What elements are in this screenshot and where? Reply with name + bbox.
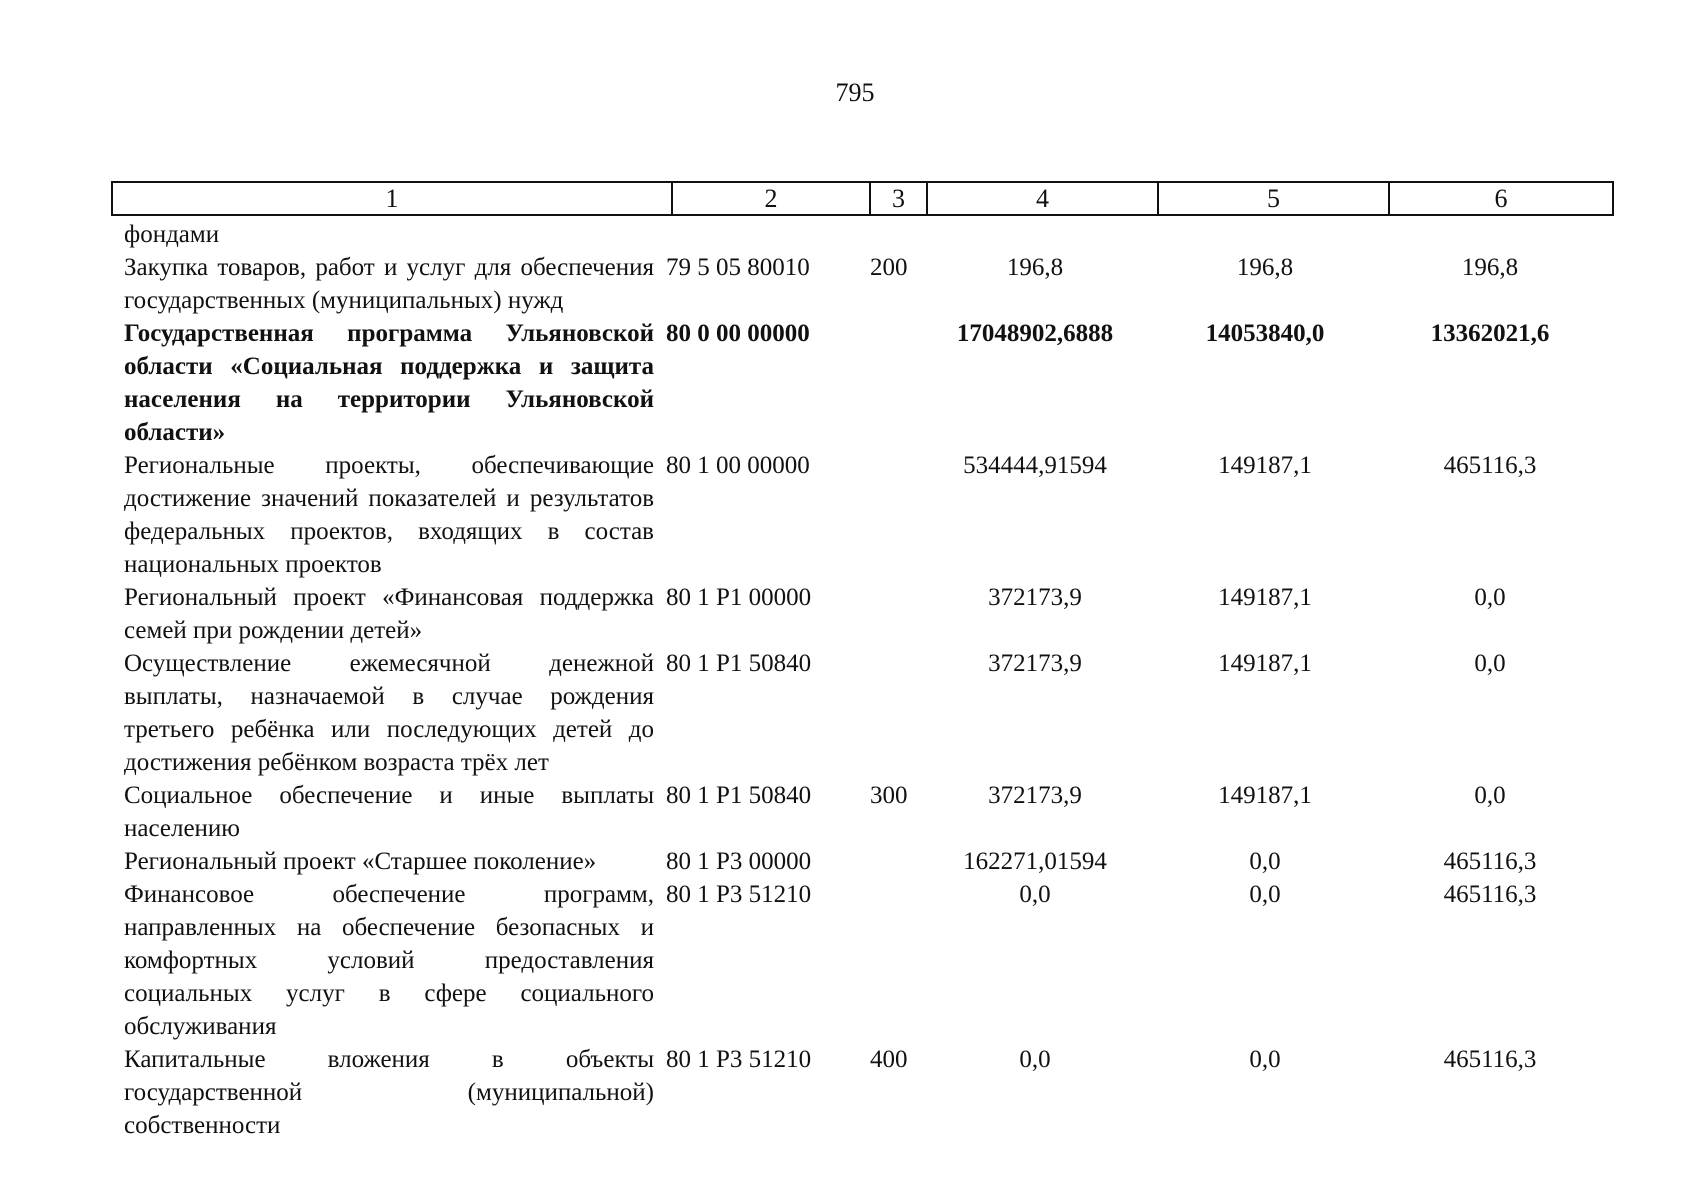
- row-name: Государственная программа Ульяновской области «Социальная поддержка и защита населения на территории Ульяновской области»: [124, 320, 654, 446]
- column-header-6: 6: [1389, 182, 1613, 215]
- row-type: 200: [870, 254, 908, 281]
- column-header-4: 4: [927, 182, 1158, 215]
- row-code: 80 1 P1 50840: [666, 782, 812, 809]
- row-value-1: 372173,9: [988, 782, 1082, 809]
- table-row: [124, 449, 1604, 581]
- row-code: 80 1 P3 51210: [666, 1046, 812, 1073]
- row-value-2: 149187,1: [1218, 452, 1312, 479]
- row-value-1: 17048902,6888: [956, 320, 1114, 347]
- row-name: Региональный проект «Финансовая поддержка семей при рождении детей»: [124, 584, 654, 644]
- row-value-1: 534444,91594: [963, 452, 1107, 479]
- row-value-3: 0,0: [1474, 584, 1506, 611]
- row-code: 80 1 00 00000: [666, 452, 810, 479]
- page-number: 795: [835, 78, 875, 107]
- row-name: Региональный проект «Старшее поколение»: [124, 848, 597, 875]
- column-header-5: 5: [1158, 182, 1389, 215]
- row-value-1: 0,0: [1019, 1046, 1051, 1073]
- row-value-3: 465116,3: [1443, 848, 1537, 875]
- row-name: Осуществление ежемесячной денежной выплаты, назначаемой в случае рождения третьего ребёнка или последующих детей до достижения ребёнком возраста трёх лет: [124, 650, 654, 776]
- row-value-1: 0,0: [1019, 881, 1051, 908]
- row-value-1: 162271,01594: [963, 848, 1107, 875]
- row-code: 80 0 00 00000: [666, 320, 810, 347]
- row-value-3: 0,0: [1474, 782, 1506, 809]
- row-value-2: 0,0: [1249, 1046, 1281, 1073]
- table-row: [124, 251, 1604, 317]
- row-name: Финансовое обеспечение программ, направленных на обеспечение безопасных и комфортных условий предоставления социальных услуг в сфере социального обслуживания: [124, 881, 654, 1040]
- row-code: 80 1 P1 50840: [666, 650, 812, 677]
- table-row: [124, 581, 1604, 647]
- column-header-table: [111, 181, 1614, 216]
- table-row: [124, 317, 1604, 449]
- row-value-2: 149187,1: [1218, 650, 1312, 677]
- row-value-3: 196,8: [1461, 254, 1519, 281]
- table-row: [124, 647, 1604, 779]
- row-name: Закупка товаров, работ и услуг для обеспечения государственных (муниципальных) нужд: [124, 254, 654, 314]
- row-value-3: 465116,3: [1443, 881, 1537, 908]
- row-value-3: 465116,3: [1443, 452, 1537, 479]
- row-value-1: 196,8: [1006, 254, 1064, 281]
- budget-table-body: [124, 218, 1604, 1142]
- row-value-2: 14053840,0: [1205, 320, 1325, 347]
- row-type: 400: [870, 1046, 908, 1073]
- row-code: 80 1 P3 00000: [666, 848, 812, 875]
- table-row: [124, 878, 1604, 1043]
- table-row: [124, 1043, 1604, 1142]
- table-row: [124, 218, 1604, 251]
- column-header-2: 2: [672, 182, 870, 215]
- row-value-2: 149187,1: [1218, 782, 1312, 809]
- row-value-2: 0,0: [1249, 881, 1281, 908]
- row-value-3: 13362021,6: [1430, 320, 1550, 347]
- row-code: 79 5 05 80010: [666, 254, 810, 281]
- row-name: Капитальные вложения в объекты государственной (муниципальной) собственности: [124, 1046, 654, 1139]
- row-name: фондами: [124, 221, 220, 248]
- row-type: 300: [870, 782, 908, 809]
- column-header-1: 1: [112, 182, 672, 215]
- row-code: 80 1 P3 51210: [666, 881, 812, 908]
- row-value-3: 0,0: [1474, 650, 1506, 677]
- table-row: [124, 845, 1604, 878]
- row-value-2: 196,8: [1236, 254, 1294, 281]
- row-value-3: 465116,3: [1443, 1046, 1537, 1073]
- row-value-1: 372173,9: [988, 584, 1082, 611]
- row-value-2: 149187,1: [1218, 584, 1312, 611]
- row-name: Региональные проекты, обеспечивающие достижение значений показателей и результатов федеральных проектов, входящих в состав национальных проектов: [124, 452, 654, 578]
- row-value-2: 0,0: [1249, 848, 1281, 875]
- row-code: 80 1 P1 00000: [666, 584, 812, 611]
- column-header-row: [112, 182, 1613, 215]
- column-header-3: 3: [870, 182, 927, 215]
- row-value-1: 372173,9: [988, 650, 1082, 677]
- table-row: [124, 779, 1604, 845]
- row-name: Социальное обеспечение и иные выплаты населению: [124, 782, 654, 842]
